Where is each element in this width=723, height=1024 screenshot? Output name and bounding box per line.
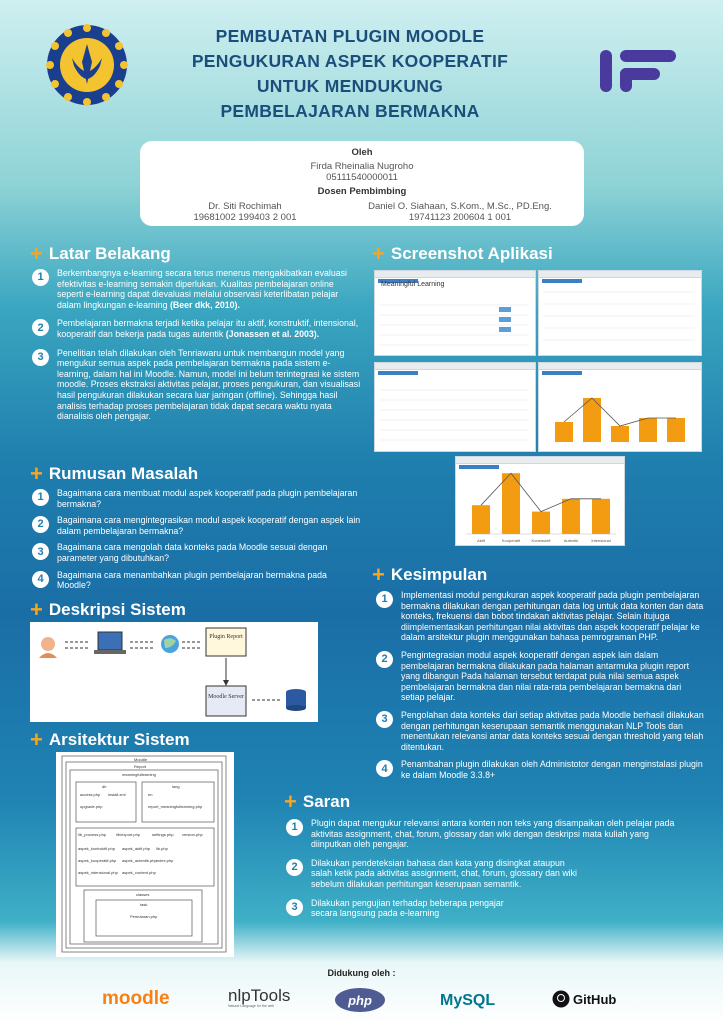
advisor2-name: Daniel O. Siahaan, S.Kom., M.Sc., PD.Eng. xyxy=(368,201,552,212)
number-badge: 1 xyxy=(376,591,393,608)
arch-label: db xyxy=(102,784,107,789)
deskripsi-heading xyxy=(30,597,186,622)
item-text: Bagaimana cara mengintegrasikan modul aspek kooperatif dengan aspek lain dalam pembelajaran bermakna? xyxy=(57,515,361,536)
kesimpulan-heading-text: Kesimpulan xyxy=(390,565,488,584)
arch-label: Pemutaran.php xyxy=(130,914,158,919)
list-item xyxy=(32,488,362,509)
nlptools-logo-text: nlpTools xyxy=(228,986,291,1005)
if-logo xyxy=(598,48,678,94)
php-logo xyxy=(335,988,385,1012)
screenshot-3 xyxy=(374,362,536,452)
list-item xyxy=(376,710,706,752)
chart-bar-autentik xyxy=(562,499,580,534)
number-badge: 2 xyxy=(32,319,49,336)
list-item xyxy=(32,318,362,339)
chart-screenshot xyxy=(455,456,625,546)
chart-bar-konstruktif xyxy=(532,512,550,534)
arch-label: aspek_intensional.php xyxy=(78,870,118,875)
advisor1-id: 19681002 199403 2 001 xyxy=(193,212,297,223)
title-line: PENGUKURAN ASPEK KOOPERATIF xyxy=(191,51,509,71)
plus-icon: + xyxy=(30,597,43,622)
screenshot-1 xyxy=(374,270,536,356)
arch-label: aspek_kontruktif.php xyxy=(78,846,115,851)
title-line: UNTUK MENDUKUNG xyxy=(256,76,444,96)
chart-tick-label: Konstruktif xyxy=(531,538,551,543)
arch-label: task xyxy=(140,902,148,907)
number-badge: 2 xyxy=(32,516,49,533)
student-name: Firda Rheinalia Nugroho xyxy=(310,161,414,172)
arch-label: meaningfullearning xyxy=(122,772,156,777)
footer-label: Didukung oleh : xyxy=(327,968,396,978)
latar-heading xyxy=(30,241,171,266)
chart-bar-aktif xyxy=(472,505,490,534)
number-badge: 2 xyxy=(286,859,303,876)
chart-bar-intensional xyxy=(592,499,610,534)
list-item xyxy=(376,759,706,780)
plus-icon: + xyxy=(30,241,43,266)
moodle-logo-text: moodle xyxy=(102,988,170,1009)
number-badge: 3 xyxy=(32,543,49,560)
arch-label: Moodle xyxy=(134,757,148,762)
title-line: PEMBELAJARAN BERMAKNA xyxy=(220,101,480,121)
saran-heading xyxy=(284,789,351,814)
chart-tick-label: Intensional xyxy=(591,538,611,543)
number-badge: 1 xyxy=(32,269,49,286)
arch-label: lib_process.php xyxy=(78,832,107,837)
rumusan-heading-text: Rumusan Masalah xyxy=(48,464,199,483)
number-badge: 4 xyxy=(376,760,393,777)
arch-label: classes xyxy=(136,892,150,897)
mysql-logo xyxy=(440,992,495,1010)
chart-trend-line xyxy=(481,473,601,511)
rumusan-list xyxy=(32,488,362,591)
saran-heading-text: Saran xyxy=(302,792,351,811)
arch-label: version.php xyxy=(182,832,203,837)
php-logo-text: php xyxy=(348,992,372,1008)
plus-icon: + xyxy=(30,461,43,486)
arch-label: lang xyxy=(172,784,180,789)
authors-box xyxy=(140,141,584,226)
list-item xyxy=(376,590,706,643)
item-text: Dilakukan pengujian terhadap beberapa pengajar secara langsung pada e-learning xyxy=(311,897,504,919)
list-item xyxy=(286,898,516,919)
item-text: Bagaimana cara membuat modul aspek kooperatif pada plugin pembelajaran bermakna? xyxy=(57,488,358,509)
item-text: Pembelajaran bermakna terjadi ketika pelajar itu aktif, konstruktif, intensional, kooperatif dan bekerja pada tugas autentik xyxy=(57,318,359,339)
latar-list xyxy=(32,268,362,422)
screenshot-4 xyxy=(538,362,702,452)
arch-label: aspek_autentik.php xyxy=(122,858,157,863)
arch-label: en xyxy=(148,792,153,797)
item-cite: (Jonassen et al. 2003). xyxy=(225,328,320,339)
plus-icon: + xyxy=(372,562,385,587)
number-badge: 1 xyxy=(286,819,303,836)
arch-label: aspek_aktif.php xyxy=(122,846,151,851)
item-text: Implementasi modul pengukuran aspek kooperatif pada plugin pembelajaran bermakna dilakukan dengan perhitungan data log untuk data konten dan data konteks, frekuensi dan bobot tindakan aktivitas pelajar. Selain itujuga diimplementasikan perhitungan nilai aktivitas dan aspek kooperatif pelajar ke dalam arsitektur plugin menggunakan bahasa pemrograman PHP. xyxy=(401,590,704,643)
deskripsi-heading-text: Deskripsi Sistem xyxy=(48,600,186,619)
list-item xyxy=(286,818,676,850)
plus-icon: + xyxy=(372,241,385,266)
github-icon xyxy=(552,990,570,1008)
chart-tick-label: Aktif xyxy=(477,538,485,543)
arch-label: install.xml xyxy=(108,792,126,797)
arsitektur-heading-text: Arsitektur Sistem xyxy=(48,730,190,749)
item-text: Dilakukan pendeteksian bahasa dan kata yang disingkat ataupun salah ketik pada aktivitas assignment, chat, forum, glossary dan wiki sebelum dilakukan perhitungan keserupaan semantik. xyxy=(311,857,577,889)
item-text: Plugin dapat mengukur relevansi antara konten non teks yang disampaikan oleh pelajar pada aktivitas assignment, chat, forum, glossary dan wiki dengan deskripsi mata kuliah yang diinputkan oleh pengajar. xyxy=(311,818,675,850)
list-item xyxy=(376,650,706,703)
list-item xyxy=(32,515,362,536)
title-line: PEMBUATAN PLUGIN MOODLE xyxy=(215,26,485,46)
arch-label: report_meaningfullearning.php xyxy=(148,804,203,809)
advisor1-name: Dr. Siti Rochimah xyxy=(208,201,282,212)
number-badge: 2 xyxy=(376,651,393,668)
item-text: Penelitian telah dilakukan oleh Tenriawaru untuk membangun model yang mengukur semua aspek pada pembelajaran bermakna pada sistem e-learning, dalam hal ini Moodle. Namun, model ini belum terintegrasi ke sistem moodle. Proses ekstraksi aktivitas pelajar, proses pengukuran, dan visualisasi hasil pengukuran dilakukan secara luar jaringan (offline). Sehingga hasil analisis terhadap proses pembelajaran tidak dapat secara waktu nyata dianalisis oleh pengajar. xyxy=(57,347,361,422)
github-logo-text: GitHub xyxy=(573,991,617,1007)
advisors-label: Dosen Pembimbing xyxy=(317,186,407,197)
github-logo xyxy=(552,990,616,1008)
nlptools-logo xyxy=(228,986,290,1008)
arch-label: index.php xyxy=(156,858,174,863)
screenshot-2 xyxy=(538,270,702,356)
item-cite: (Beer dkk, 2010). xyxy=(169,299,240,310)
chart-tick-label: Kooperatif xyxy=(501,538,521,543)
moodle-server-label: Moodle Server xyxy=(208,694,244,700)
arch-label: settings.php xyxy=(152,832,174,837)
list-item xyxy=(286,858,586,890)
item-text: Pengolahan data konteks dari setiap aktivitas pada Moodle berhasil dilakukan dengan perhitungan keserupaan semantik menggunakan NLP Tools dan menentukan relevansi antar data konteks sesuai dengan threshold yang telah ditentukan. xyxy=(401,709,704,752)
arch-label: lib.php xyxy=(156,846,168,851)
saran-list xyxy=(286,818,676,919)
item-text: Berkembangnya e-learning secara terus menerus mengakibatkan evaluasi efektivitas e-learning semakin diperlukan. Kualitas pembelajaran online seperti e-learning dapat dievaluasi melalui observasi keterlibatan pelajar dalam lingkungan e-learning xyxy=(57,268,347,310)
number-badge: 3 xyxy=(32,349,49,366)
list-item xyxy=(32,542,362,563)
chart-tick-label: Autentik xyxy=(563,538,579,543)
item-text: Bagaimana cara mengolah data konteks pada Moodle sesuai dengan parameter yang dibutuhkan? xyxy=(57,542,328,563)
item-text: Pengintegrasian modul aspek kooperatif dengan aspek lain dalam pembelajaran bermakna dilakukan pada halaman antarmuka plugin report yang dibangun Pada halaman tersebut terdapat pula nilai semua aspek pembelajaran bermakna dan nilai rata-rata pembelajaran bermakna dari setiap pelajar. xyxy=(401,649,690,703)
arch-label: aspek_kooperatif.php xyxy=(78,858,117,863)
arch-label: upgrade.php xyxy=(80,804,103,809)
arch-label: lib/export.php xyxy=(116,832,141,837)
number-badge: 1 xyxy=(32,489,49,506)
chart-bar-kooperatif xyxy=(502,473,520,534)
mysql-logo-text: MySQL xyxy=(440,992,496,1009)
advisor2-id: 19741123 200604 1 001 xyxy=(408,212,512,223)
number-badge: 3 xyxy=(286,899,303,916)
arch-label: access.php xyxy=(80,792,101,797)
list-item xyxy=(32,570,362,591)
architecture-labels xyxy=(56,752,234,957)
nlptools-tagline: Natural Language for the web xyxy=(228,1004,275,1008)
screenshot-page-title: Meaningful Learning xyxy=(381,281,445,288)
poster-title xyxy=(150,24,550,124)
oleh-label: Oleh xyxy=(351,147,373,158)
kesimpulan-list xyxy=(376,590,706,781)
its-logo xyxy=(44,22,130,108)
item-text: Penambahan plugin dilakukan oleh Administotor dengan menginstalasi plugin ke dalam Moodle 3.3.8+ xyxy=(401,759,703,780)
screenshot-heading-text: Screenshot Aplikasi xyxy=(390,244,553,263)
arch-label: aspek_content.php xyxy=(122,870,156,875)
rumusan-heading xyxy=(30,461,199,486)
system-diagram xyxy=(30,622,318,722)
latar-heading-text: Latar Belakang xyxy=(48,244,171,263)
kesimpulan-heading xyxy=(372,562,488,587)
plus-icon: + xyxy=(284,789,297,814)
number-badge: 3 xyxy=(376,711,393,728)
arsitektur-heading xyxy=(30,727,190,752)
item-text: Bagaimana cara menambahkan plugin pembelajaran bermakna pada Moodle? xyxy=(57,569,327,591)
arch-label: Report xyxy=(134,764,147,769)
plugin-report-label: Plugin Report xyxy=(209,634,243,640)
student-id: 05111540000011 xyxy=(326,172,398,183)
list-item xyxy=(32,348,362,422)
list-item xyxy=(32,268,362,310)
number-badge: 4 xyxy=(32,571,49,588)
bar-chart xyxy=(456,464,622,544)
moodle-logo xyxy=(102,988,170,1010)
architecture-diagram xyxy=(56,752,234,957)
plus-icon: + xyxy=(30,727,43,752)
screenshot-heading xyxy=(372,241,553,266)
